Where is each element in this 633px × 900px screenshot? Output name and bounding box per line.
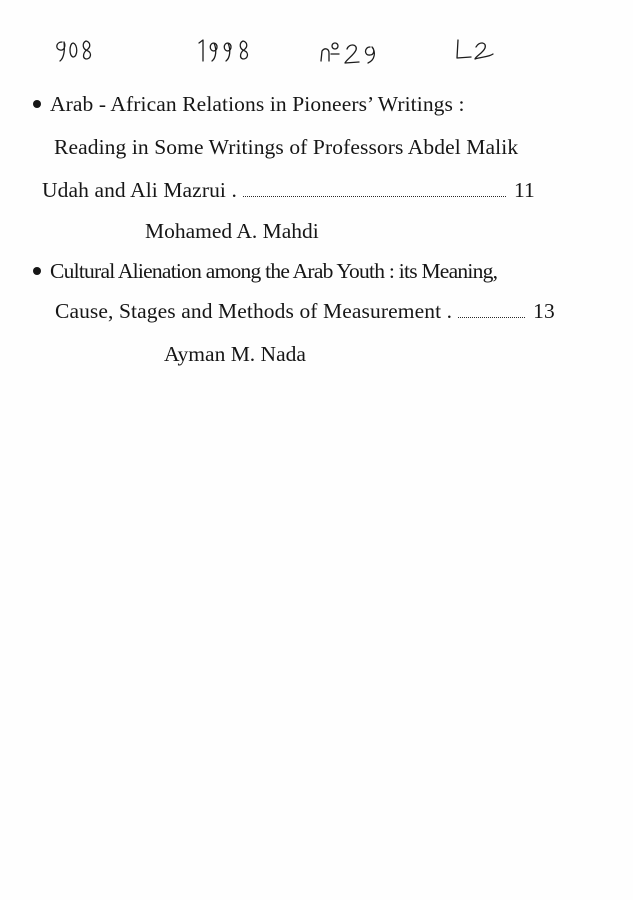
toc-entry-1-page-number: 11	[513, 178, 535, 202]
toc-entry-2-line-1	[33, 261, 497, 283]
dot-leader	[243, 195, 506, 197]
handwritten-note-L2	[457, 40, 493, 59]
toc-entry-1-author: Mohamed A. Mahdi	[145, 219, 319, 243]
handwritten-note-1998	[199, 40, 247, 61]
toc-entry-2-line-2	[55, 301, 555, 323]
toc-entry-2-title-line-2: Cause, Stages and Methods of Measurement .	[55, 299, 453, 323]
handwritten-note-number	[321, 43, 374, 63]
toc-entry-2-page-number: 13	[533, 299, 555, 323]
bullet-icon	[33, 267, 41, 275]
toc-entry-1-line-1	[33, 94, 465, 116]
handwritten-note-908	[57, 41, 91, 61]
toc-entry-2-author: Ayman M. Nada	[164, 342, 306, 366]
bullet-icon	[33, 100, 41, 108]
handwritten-annotations	[0, 30, 633, 80]
toc-entry-1-line-3	[42, 180, 535, 202]
dot-leader	[458, 316, 525, 318]
toc-entry-1-line-2: Reading in Some Writings of Professors Abdel Malik	[54, 135, 519, 159]
toc-entry-1-title-line-3: Udah and Ali Mazrui .	[42, 178, 237, 202]
handwriting-drawing	[0, 30, 633, 80]
toc-entry-2-title-line-1: Cultural Alienation among the Arab Youth : its Meaning,	[50, 259, 498, 283]
toc-entry-1-title-line-1: Arab - African Relations in Pioneers’ Writings :	[50, 92, 465, 116]
